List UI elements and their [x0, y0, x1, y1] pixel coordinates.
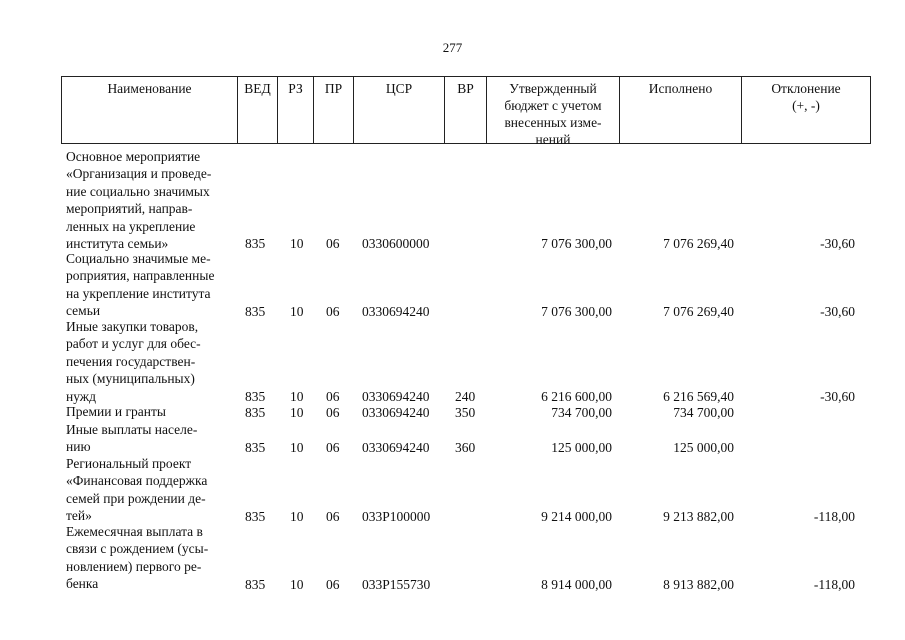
row-rz: 10 [290, 388, 304, 404]
header-rz: РЗ [278, 77, 314, 143]
table-row [0, 523, 905, 593]
row-csr: 0330694240 [362, 303, 430, 319]
row-executed: 734 700,00 [673, 404, 734, 420]
header-csr: ЦСР [354, 77, 445, 143]
row-name: Иные выплаты населе- нию [66, 422, 198, 455]
row-executed: 9 213 882,00 [663, 508, 734, 524]
row-name: Премии и гранты [66, 404, 166, 419]
row-ved: 835 [245, 439, 266, 455]
row-csr: 0330694240 [362, 404, 430, 420]
row-pr: 06 [326, 439, 340, 455]
row-name: Иные закупки товаров, работ и услуг для обес- печения государствен- ных (муниципальных) нужд [66, 319, 201, 404]
row-csr: 0330600000 [362, 235, 430, 251]
row-approved: 9 214 000,00 [541, 508, 612, 524]
row-csr: 033P155730 [362, 576, 431, 592]
row-approved: 8 914 000,00 [541, 576, 612, 592]
row-ved: 835 [245, 404, 266, 420]
row-ved: 835 [245, 303, 266, 319]
table-row [0, 148, 905, 252]
row-ved: 835 [245, 388, 266, 404]
row-csr: 0330694240 [362, 388, 430, 404]
row-name: Социально значимые ме- роприятия, направленные на укрепление института семьи [66, 251, 215, 319]
row-name: Ежемесячная выплата в связи с рождением (усы- новлением) первого ре- бенка [66, 524, 209, 592]
table-row [0, 250, 905, 320]
row-deviation: -118,00 [813, 508, 855, 524]
row-pr: 06 [326, 235, 340, 251]
row-ved: 835 [245, 576, 266, 592]
row-csr: 033P100000 [362, 508, 431, 524]
header-executed: Исполнено [620, 77, 742, 143]
row-executed: 7 076 269,40 [663, 303, 734, 319]
row-deviation: -30,60 [820, 388, 855, 404]
row-rz: 10 [290, 303, 304, 319]
row-pr: 06 [326, 404, 340, 420]
row-name: Региональный проект «Финансовая поддержка семей при рождении де- тей» [66, 456, 208, 524]
row-vr: 240 [455, 388, 476, 404]
table-row [0, 318, 905, 405]
row-ved: 835 [245, 508, 266, 524]
row-executed: 7 076 269,40 [663, 235, 734, 251]
row-approved: 6 216 600,00 [541, 388, 612, 404]
page-number: 277 [442, 40, 463, 55]
row-rz: 10 [290, 235, 304, 251]
row-rz: 10 [290, 404, 304, 420]
row-approved: 7 076 300,00 [541, 303, 612, 319]
row-pr: 06 [326, 508, 340, 524]
header-ved: ВЕД [238, 77, 278, 143]
header-deviation: Отклонение (+, -) [771, 81, 841, 113]
row-vr: 350 [455, 404, 476, 420]
row-approved: 734 700,00 [551, 404, 612, 420]
header-approved: Утвержденный бюджет с учетом внесенных изме- нений [487, 77, 620, 143]
header-pr: ПР [314, 77, 354, 143]
header-name: Наименование [62, 77, 238, 143]
row-deviation: -30,60 [820, 303, 855, 319]
header-vr: ВР [445, 77, 487, 143]
row-rz: 10 [290, 508, 304, 524]
row-pr: 06 [326, 576, 340, 592]
row-csr: 0330694240 [362, 439, 430, 455]
row-executed: 8 913 882,00 [663, 576, 734, 592]
row-pr: 06 [326, 303, 340, 319]
row-vr: 360 [455, 439, 476, 455]
row-rz: 10 [290, 576, 304, 592]
table-row [0, 421, 905, 456]
row-approved: 125 000,00 [551, 439, 612, 455]
row-executed: 6 216 569,40 [663, 388, 734, 404]
row-approved: 7 076 300,00 [541, 235, 612, 251]
row-rz: 10 [290, 439, 304, 455]
row-pr: 06 [326, 388, 340, 404]
row-deviation: -118,00 [813, 576, 855, 592]
table-row [0, 403, 905, 421]
row-executed: 125 000,00 [673, 439, 734, 455]
row-ved: 835 [245, 235, 266, 251]
table-row [0, 455, 905, 525]
row-deviation: -30,60 [820, 235, 855, 251]
row-name: Основное мероприятие «Организация и проведе- ние социально значимых мероприятий, направ- ленных на укрепление института семьи» [66, 149, 212, 252]
